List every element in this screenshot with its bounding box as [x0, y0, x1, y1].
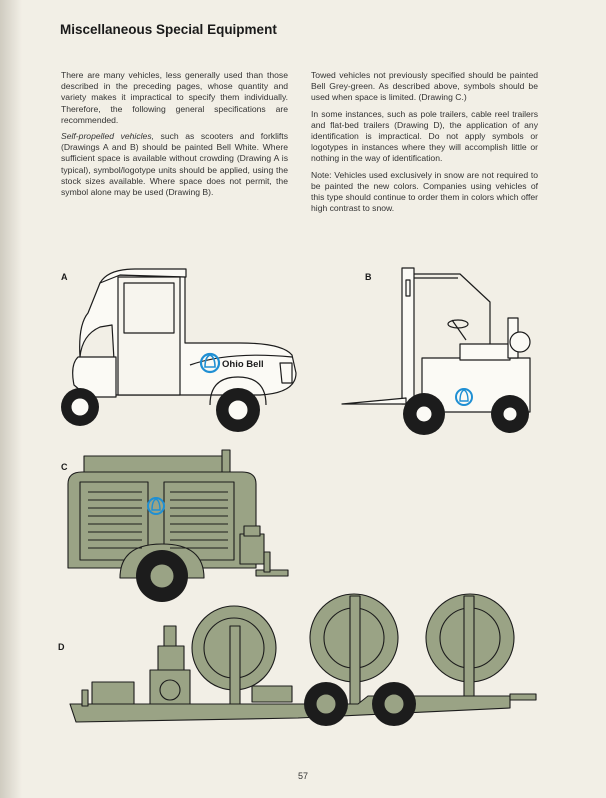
- forklift-rear-wheel: [491, 395, 529, 433]
- intro-paragraph: There are many vehicles, less generally used than those described in the preceding pages, whose quantity and variety makes it impractical to specify them individually. Therefore, the following general specifications are recommended.: [61, 70, 288, 125]
- self-propelled-paragraph: [61, 131, 288, 198]
- snow-note-paragraph: Note: Vehicles used exclusively in snow are not required to be painted the new colors. Companies using vehicles of this type should continue to order them in colors which offer high contrast to snow.: [311, 169, 538, 214]
- bell-symbol-icon: [148, 498, 164, 514]
- right-text-column: [311, 70, 538, 219]
- trailers-paragraph: In some instances, such as pole trailers, cable reel trailers and flat-bed trailers (Drawing D), the application of any identification is impractical. Do not apply symbols or logotypes in instances where they will accomplish little or nothing in the way of identification.: [311, 108, 538, 164]
- towed-vehicles-paragraph: Towed vehicles not previously specified should be painted Bell Grey-green. As described above, symbols should be used when space is limited. (Drawing C.): [311, 70, 538, 103]
- ohio-bell-logotype: Ohio Bell: [222, 359, 264, 370]
- drawing-d-label: D: [58, 642, 65, 652]
- page-gutter-shadow: [0, 0, 22, 798]
- left-text-column: [61, 70, 288, 203]
- page-title: Miscellaneous Special Equipment: [60, 22, 277, 37]
- drawing-d-cable-reel-trailer: [58, 590, 548, 740]
- trailer-wheel-rear: [372, 682, 416, 726]
- page-number: 57: [297, 771, 308, 781]
- trailer-wheel-front: [304, 682, 348, 726]
- self-propelled-term: Self-propelled vehicles,: [61, 131, 155, 142]
- drawing-b-label: B: [365, 272, 372, 282]
- forklift-front-wheel: [403, 393, 445, 435]
- drawing-a-scooter: [60, 265, 310, 445]
- drawing-a-label: A: [61, 272, 68, 282]
- drawing-b-forklift: [340, 262, 540, 442]
- scooter-front-wheel: [61, 388, 99, 426]
- drawing-c-label: C: [61, 462, 68, 472]
- self-propelled-text: such as scooters and forklifts (Drawings A and B) should be painted Bell White. Where sufficient space is available without crowding (Drawing A is typical), symbol/logotype units should be applied, using the stock sizes available. Where space does not permit, the symbol alone may be used (Drawing B).: [61, 131, 288, 198]
- drawing-c-towed-trailer: [60, 448, 300, 608]
